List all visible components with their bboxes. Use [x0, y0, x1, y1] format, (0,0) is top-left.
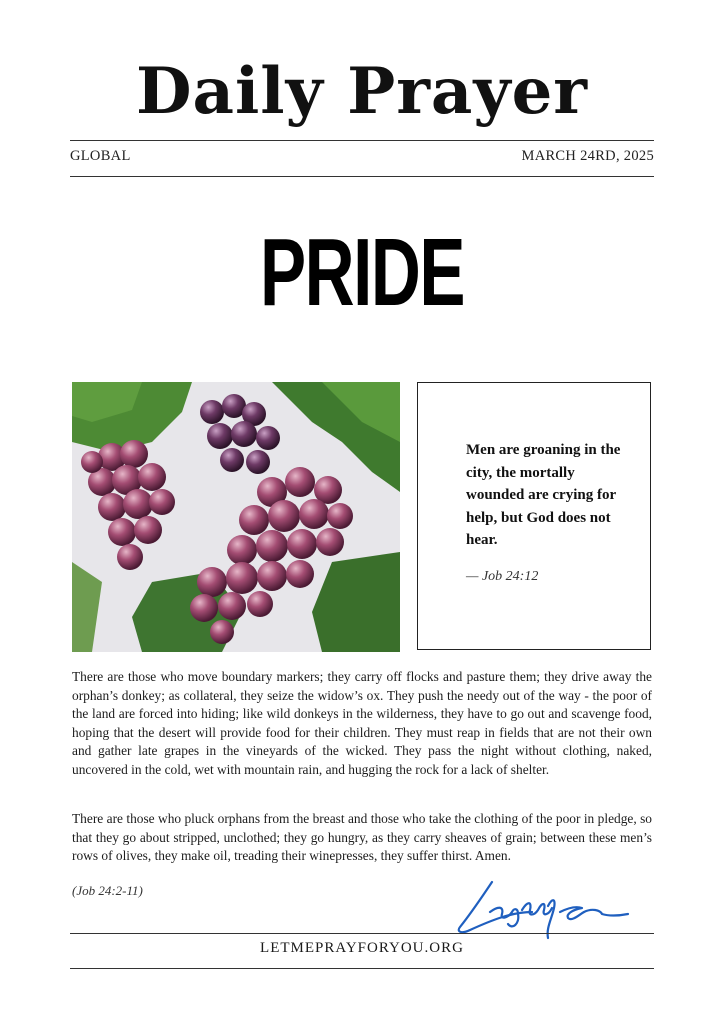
scripture-quote-box — [417, 382, 651, 650]
scripture-reference: (Job 24:2-11) — [72, 883, 143, 898]
header-bottom-rule — [70, 176, 654, 177]
footer-bottom-rule — [70, 968, 654, 969]
footer-top-rule — [70, 933, 654, 934]
signature-image — [452, 872, 632, 942]
grapes-photo — [72, 382, 400, 652]
page-headline: PRIDE — [259, 219, 465, 326]
body-paragraph-1: There are those who move boundary markers; they carry off flocks and pasture them; they drive away the orphan’s donkey; as collateral, they seize the widow’s ox. They push the needy out of the way - the poor of the land are forced into hiding; like wild donkeys in the wilderness, they have to go out and scavenge food, hoping that the desert will provide food for their children. They must reap in fields that are not their own and gather late grapes in the vineyards of the wicked. They pass the night without clothing, naked, uncovered in the cold, wet with mountain rain, and hugging the rock for a lack of shelter. — [72, 669, 652, 777]
grapes-illustration — [72, 382, 400, 652]
date-label: MARCH 24RD, 2025 — [521, 148, 654, 164]
footer-website-link[interactable]: LETMEPRAYFORYOU.ORG — [260, 940, 464, 956]
body-paragraph-2: There are those who pluck orphans from the breast and those who take the clothing of the poor in pledge, so that they go about stripped, unclothed; they go hungry, as they carry sheaves of grain; between these men’s rows of olives, they make oil, treading their winepresses, they suffer thirst. Amen. — [72, 811, 652, 864]
region-label: GLOBAL — [70, 148, 131, 164]
quote-citation: — Job 24:12 — [466, 569, 539, 584]
header-top-rule — [70, 140, 654, 141]
quote-text: Men are groaning in the city, the mortally wounded are crying for help, but God does not hear. — [466, 442, 621, 548]
masthead-title: Daily Prayer — [136, 54, 588, 129]
